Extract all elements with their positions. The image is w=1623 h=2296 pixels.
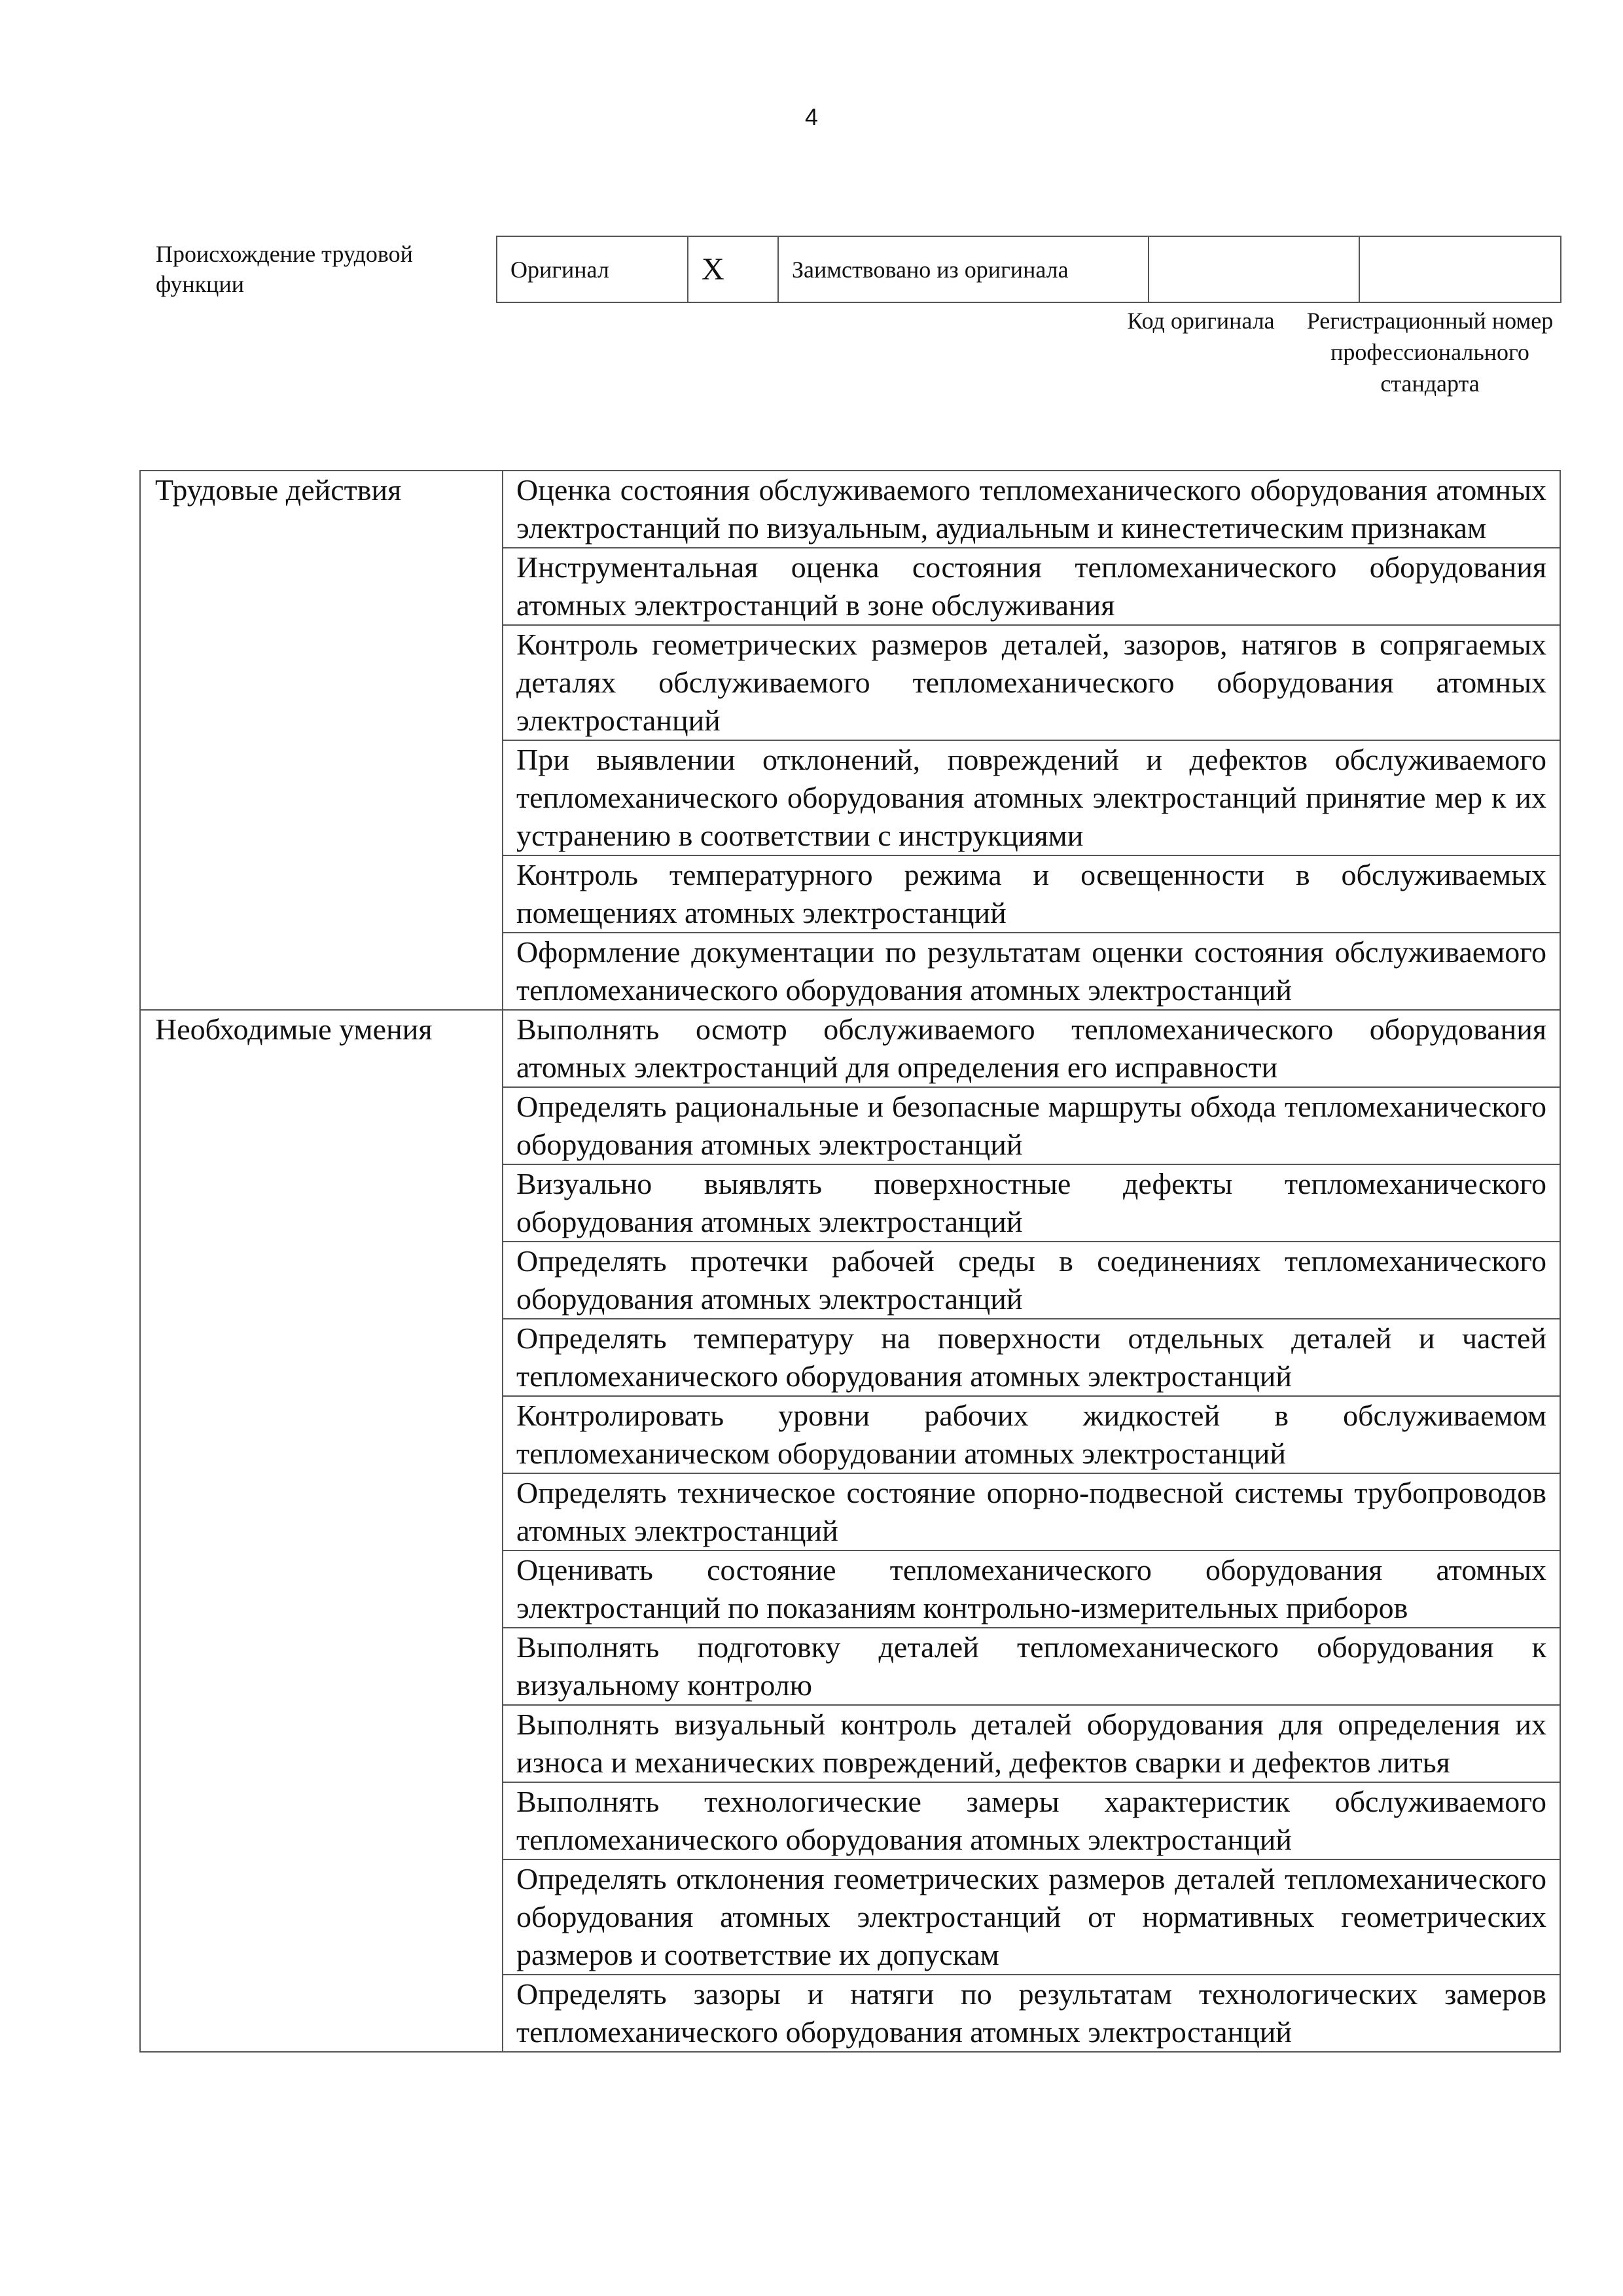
registration-value-cell <box>1359 236 1561 302</box>
table-row <box>140 471 1560 548</box>
section-item: При выявлении отклонений, повреждений и дефектов обслуживаемого тепломеханического оборудования атомных электростанций принятие мер к их устранению в соответствии с инструкциями <box>503 740 1560 855</box>
page-number: 4 <box>804 103 819 130</box>
section-item: Контролировать уровни рабочих жидкостей в обслуживаемом тепломеханическом оборудовании атомных электростанций <box>503 1396 1560 1473</box>
section-item: Контроль геометрических размеров деталей, зазоров, натягов в сопрягаемых деталях обслуживаемого тепломеханического оборудования атомных электростанций <box>503 625 1560 740</box>
code-caption: Код оригинала <box>1127 308 1275 334</box>
section-item: Определять зазоры и натяги по результатам технологических замеров тепломеханического оборудования атомных электростанций <box>503 1975 1560 2052</box>
section-item: Контроль температурного режима и освещенности в обслуживаемых помещениях атомных электростанций <box>503 855 1560 933</box>
labor-function-body <box>140 471 1560 2052</box>
section-item: Определять техническое состояние опорно-подвесной системы трубопроводов атомных электростанций <box>503 1473 1560 1551</box>
origin-label: Происхождение трудовой функции <box>156 241 413 297</box>
section-item: Оценка состояния обслуживаемого тепломеханического оборудования атомных электростанций по визуальным, аудиальным и кинестетическим признакам <box>503 471 1560 548</box>
section-item: Оформление документации по результатам оценки состояния обслуживаемого тепломеханического оборудования атомных электростанций <box>503 933 1560 1010</box>
code-value-cell <box>1149 236 1359 302</box>
labor-function-table <box>139 470 1561 2053</box>
section-item: Визуально выявлять поверхностные дефекты тепломеханического оборудования атомных электростанций <box>503 1164 1560 1242</box>
section-item: Определять отклонения геометрических размеров деталей тепломеханического оборудования атомных электростанций от нормативных геометрических размеров и соответствие их допускам <box>503 1859 1560 1975</box>
section-item: Инструментальная оценка состояния тепломеханического оборудования атомных электростанций в зоне обслуживания <box>503 548 1560 625</box>
section-item: Определять температуру на поверхности отдельных деталей и частей тепломеханического оборудования атомных электростанций <box>503 1319 1560 1396</box>
section-item: Выполнять подготовку деталей тепломеханического оборудования к визуальному контролю <box>503 1628 1560 1705</box>
section-item: Выполнять технологические замеры характеристик обслуживаемого тепломеханического оборудования атомных электростанций <box>503 1782 1560 1859</box>
section-item: Определять протечки рабочей среды в соединениях тепломеханического оборудования атомных электростанций <box>503 1242 1560 1319</box>
original-label-cell: Оригинал <box>497 236 688 302</box>
section-title: Трудовые действия <box>140 471 503 1010</box>
section-item: Определять рациональные и безопасные маршруты обхода тепломеханического оборудования атомных электростанций <box>503 1087 1560 1164</box>
registration-caption: Регистрационный номер профессионального стандарта <box>1306 308 1554 397</box>
section-item: Выполнять визуальный контроль деталей оборудования для определения их износа и механических повреждений, дефектов сварки и дефектов литья <box>503 1705 1560 1782</box>
origin-table <box>496 236 1561 303</box>
section-item: Выполнять осмотр обслуживаемого тепломеханического оборудования атомных электростанций для определения его исправности <box>503 1010 1560 1087</box>
original-mark-cell: X <box>688 236 778 302</box>
section-title: Необходимые умения <box>140 1010 503 2052</box>
borrowed-label-cell: Заимствовано из оригинала <box>778 236 1149 302</box>
table-row <box>140 1010 1560 1087</box>
section-item: Оценивать состояние тепломеханического оборудования атомных электростанций по показаниям контрольно-измерительных приборов <box>503 1551 1560 1628</box>
